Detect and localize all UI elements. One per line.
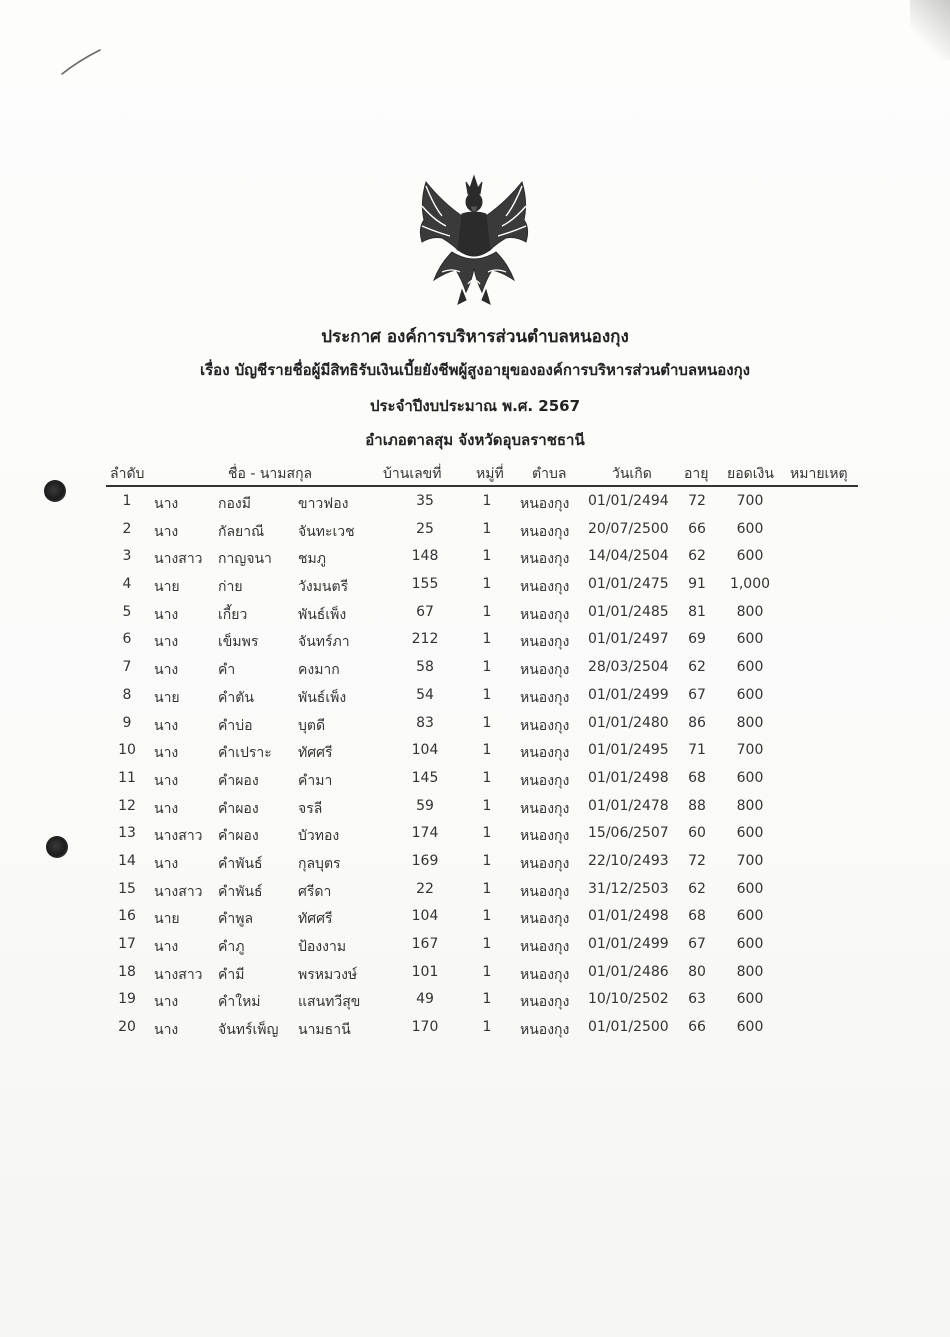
age: 62 <box>688 659 706 676</box>
table-row <box>0 793 950 821</box>
header-age: อายุ <box>684 466 709 482</box>
age: 69 <box>688 631 706 648</box>
last-name: พรหมวงษ์ <box>298 966 358 983</box>
table-row <box>0 710 950 738</box>
birth-date: 01/01/2475 <box>588 576 669 593</box>
table-body <box>0 488 950 1042</box>
house-number: 212 <box>411 631 439 648</box>
birth-date: 01/01/2499 <box>588 686 669 703</box>
table-row <box>0 1014 950 1042</box>
village-number: 1 <box>482 908 492 925</box>
name-prefix: นาย <box>154 689 180 706</box>
village-number: 1 <box>482 603 492 620</box>
birth-date: 01/01/2494 <box>588 493 669 509</box>
name-prefix: นาง <box>154 662 179 679</box>
house-number: 25 <box>416 520 434 537</box>
row-number: 18 <box>118 963 136 980</box>
allowance-amount: 600 <box>736 548 764 565</box>
house-number: 101 <box>411 963 439 980</box>
birth-date: 01/01/2485 <box>588 603 669 620</box>
last-name: ชมภู <box>298 551 326 568</box>
row-number: 12 <box>118 797 136 814</box>
name-prefix: นางสาว <box>154 828 203 845</box>
last-name: ทัศศรี <box>298 911 333 928</box>
house-number: 59 <box>416 797 434 814</box>
name-prefix: นางสาว <box>154 551 203 568</box>
name-prefix: นาย <box>154 579 180 596</box>
age: 66 <box>688 520 706 537</box>
age: 62 <box>688 880 706 897</box>
allowance-amount: 600 <box>736 631 764 648</box>
age: 72 <box>688 493 706 509</box>
allowance-amount: 600 <box>736 659 764 676</box>
name-prefix: นางสาว <box>154 966 203 983</box>
house-number: 54 <box>416 686 434 703</box>
last-name: คงมาก <box>298 662 340 679</box>
age: 68 <box>688 769 706 786</box>
table-row <box>0 599 950 627</box>
name-prefix: นาง <box>154 496 179 512</box>
allowance-amount: 600 <box>736 908 764 925</box>
row-number: 11 <box>118 769 136 786</box>
age: 68 <box>688 908 706 925</box>
birth-date: 01/01/2480 <box>588 714 669 731</box>
table-row <box>0 488 950 516</box>
village-number: 1 <box>482 659 492 676</box>
subdistrict: หนองกุง <box>520 606 570 623</box>
village-number: 1 <box>482 825 492 842</box>
last-name: ขาวฟอง <box>298 496 349 512</box>
subdistrict: หนองกุง <box>520 966 570 983</box>
table-row <box>0 959 950 987</box>
name-prefix: นาย <box>154 911 180 928</box>
age: 63 <box>688 991 706 1008</box>
village-number: 1 <box>482 520 492 537</box>
document-title: ประกาศ องค์การบริหารส่วนตำบลหนองกุง <box>321 327 629 347</box>
subdistrict: หนองกุง <box>520 662 570 679</box>
house-number: 58 <box>416 659 434 676</box>
subdistrict: หนองกุง <box>520 828 570 845</box>
first-name: คำใหม่ <box>218 994 261 1011</box>
village-number: 1 <box>482 714 492 731</box>
birth-date: 31/12/2503 <box>588 880 669 897</box>
first-name: คำผอง <box>218 828 259 845</box>
first-name: คำ <box>218 662 236 679</box>
house-number: 155 <box>411 576 439 593</box>
subdistrict: หนองกุง <box>520 634 570 651</box>
first-name: คำมี <box>218 966 245 983</box>
last-name: กุลบุตร <box>298 855 341 872</box>
first-name: กัลยาณี <box>218 523 265 540</box>
row-number: 2 <box>122 520 132 537</box>
allowance-amount: 1,000 <box>729 576 771 593</box>
district-province: อำเภอตาลสุม จังหวัดอุบลราชธานี <box>365 431 585 449</box>
row-number: 14 <box>118 852 136 869</box>
table-row <box>0 765 950 793</box>
document-subject: เรื่อง บัญชีรายชื่อผู้มีสิทธิรับเงินเบี้ยยังชีพผู้สูงอายุขององค์การบริหารส่วนตำบลหนองกุง <box>200 361 750 379</box>
birth-date: 01/01/2498 <box>588 908 669 925</box>
birth-date: 15/06/2507 <box>588 825 669 842</box>
age: 66 <box>688 1019 706 1036</box>
allowance-amount: 800 <box>736 603 764 620</box>
row-number: 9 <box>122 714 132 731</box>
house-number: 148 <box>411 548 439 565</box>
table-row <box>0 876 950 904</box>
first-name: กองมี <box>218 496 251 512</box>
subdistrict: หนองกุง <box>520 772 570 789</box>
row-number: 15 <box>118 880 136 897</box>
name-prefix: นาง <box>154 994 179 1011</box>
house-number: 49 <box>416 991 434 1008</box>
subdistrict: หนองกุง <box>520 551 570 568</box>
last-name: แสนทวีสุข <box>298 994 361 1011</box>
subdistrict: หนองกุง <box>520 717 570 734</box>
header-rule <box>106 485 858 487</box>
first-name: ก่าย <box>218 579 243 596</box>
table-row <box>0 737 950 765</box>
allowance-amount: 700 <box>736 742 764 759</box>
birth-date: 20/07/2500 <box>588 520 669 537</box>
header-amount: ยอดเงิน <box>727 466 774 482</box>
subdistrict: หนองกุง <box>520 496 570 512</box>
first-name: เข็มพร <box>218 634 259 651</box>
last-name: วังมนตรี <box>298 579 349 596</box>
age: 91 <box>688 576 706 593</box>
house-number: 174 <box>411 825 439 842</box>
subdistrict: หนองกุง <box>520 745 570 762</box>
house-number: 104 <box>411 908 439 925</box>
name-prefix: นาง <box>154 855 179 872</box>
first-name: เกี้ยว <box>218 606 248 623</box>
first-name: คำพันธ์ <box>218 855 263 872</box>
first-name: คำภู <box>218 939 245 955</box>
header-name: ชื่อ - นามสกุล <box>228 466 313 482</box>
village-number: 1 <box>482 493 492 509</box>
first-name: คำพูล <box>218 911 254 928</box>
birth-date: 01/01/2500 <box>588 1019 669 1036</box>
row-number: 20 <box>118 1019 136 1036</box>
house-number: 35 <box>416 493 434 509</box>
subdistrict: หนองกุง <box>520 994 570 1011</box>
table-row <box>0 820 950 848</box>
last-name: นามธานี <box>298 1022 351 1039</box>
village-number: 1 <box>482 880 492 897</box>
allowance-amount: 800 <box>736 714 764 731</box>
table-row <box>0 543 950 571</box>
name-prefix: นาง <box>154 523 179 540</box>
last-name: คำมา <box>298 772 333 789</box>
birth-date: 01/01/2498 <box>588 769 669 786</box>
village-number: 1 <box>482 686 492 703</box>
row-number: 1 <box>122 493 132 509</box>
row-number: 19 <box>118 991 136 1008</box>
name-prefix: นางสาว <box>154 883 203 900</box>
header-house: บ้านเลขที่ <box>383 466 442 482</box>
last-name: พันธ์เพ็ง <box>298 689 347 706</box>
page-corner-shadow <box>910 0 950 60</box>
name-prefix: นาง <box>154 745 179 762</box>
village-number: 1 <box>482 631 492 648</box>
row-number: 17 <box>118 936 136 952</box>
last-name: พันธ์เพ็ง <box>298 606 347 623</box>
allowance-amount: 600 <box>736 991 764 1008</box>
first-name: คำตัน <box>218 689 254 706</box>
row-number: 10 <box>118 742 136 759</box>
pen-mark-icon <box>58 48 106 78</box>
birth-date: 01/01/2499 <box>588 936 669 952</box>
age: 71 <box>688 742 706 759</box>
allowance-amount: 700 <box>736 852 764 869</box>
first-name: คำผอง <box>218 772 259 789</box>
table-row <box>0 848 950 876</box>
row-number: 7 <box>122 659 132 676</box>
row-number: 4 <box>122 576 132 593</box>
village-number: 1 <box>482 1019 492 1036</box>
row-number: 8 <box>122 686 132 703</box>
first-name: จันทร์เพ็ญ <box>218 1022 279 1039</box>
allowance-amount: 600 <box>736 769 764 786</box>
house-number: 169 <box>411 852 439 869</box>
village-number: 1 <box>482 852 492 869</box>
allowance-amount: 800 <box>736 797 764 814</box>
table-row <box>0 654 950 682</box>
garuda-emblem-icon <box>412 172 536 306</box>
house-number: 104 <box>411 742 439 759</box>
age: 86 <box>688 714 706 731</box>
birth-date: 28/03/2504 <box>588 659 669 676</box>
row-number: 13 <box>118 825 136 842</box>
last-name: จันทร์ภา <box>298 634 350 651</box>
house-number: 67 <box>416 603 434 620</box>
header-dob: วันเกิด <box>612 466 652 482</box>
table-row <box>0 931 950 959</box>
subdistrict: หนองกุง <box>520 939 570 955</box>
house-number: 167 <box>411 936 439 952</box>
fiscal-year: ประจำปีงบประมาณ พ.ศ. 2567 <box>369 397 581 415</box>
row-number: 16 <box>118 908 136 925</box>
allowance-amount: 700 <box>736 493 764 509</box>
age: 88 <box>688 797 706 814</box>
subdistrict: หนองกุง <box>520 579 570 596</box>
village-number: 1 <box>482 963 492 980</box>
birth-date: 01/01/2478 <box>588 797 669 814</box>
house-number: 83 <box>416 714 434 731</box>
name-prefix: นาง <box>154 772 179 789</box>
birth-date: 10/10/2502 <box>588 991 669 1008</box>
last-name: ศรีดา <box>298 883 332 900</box>
first-name: คำผอง <box>218 800 259 817</box>
table-row <box>0 571 950 599</box>
last-name: ทัศศรี <box>298 745 333 762</box>
table-row <box>0 516 950 544</box>
row-number: 6 <box>122 631 132 648</box>
village-number: 1 <box>482 576 492 593</box>
house-number: 145 <box>411 769 439 786</box>
last-name: จันทะเวช <box>298 523 355 540</box>
last-name: บุตดี <box>298 717 326 734</box>
row-number: 3 <box>122 548 132 565</box>
name-prefix: นาง <box>154 800 179 817</box>
name-prefix: นาง <box>154 606 179 623</box>
age: 62 <box>688 548 706 565</box>
subdistrict: หนองกุง <box>520 689 570 706</box>
age: 80 <box>688 963 706 980</box>
table-row <box>0 903 950 931</box>
first-name: กาญจนา <box>218 551 272 568</box>
age: 60 <box>688 825 706 842</box>
subdistrict: หนองกุง <box>520 523 570 540</box>
village-number: 1 <box>482 742 492 759</box>
house-number: 22 <box>416 880 434 897</box>
name-prefix: นาง <box>154 939 179 955</box>
subdistrict: หนองกุง <box>520 1022 570 1039</box>
subdistrict: หนองกุง <box>520 883 570 900</box>
subdistrict: หนองกุง <box>520 855 570 872</box>
table-row <box>0 682 950 710</box>
birth-date: 01/01/2497 <box>588 631 669 648</box>
allowance-amount: 600 <box>736 520 764 537</box>
row-number: 5 <box>122 603 132 620</box>
header-note: หมายเหตุ <box>790 466 848 482</box>
table-row <box>0 986 950 1014</box>
last-name: บัวทอง <box>298 828 340 845</box>
age: 67 <box>688 686 706 703</box>
allowance-amount: 600 <box>736 1019 764 1036</box>
birth-date: 01/01/2495 <box>588 742 669 759</box>
first-name: คำบ่อ <box>218 717 253 734</box>
header-moo: หมู่ที่ <box>476 466 504 482</box>
name-prefix: นาง <box>154 634 179 651</box>
first-name: คำเปราะ <box>218 745 272 762</box>
name-prefix: นาง <box>154 717 179 734</box>
age: 72 <box>688 852 706 869</box>
table-row <box>0 626 950 654</box>
subdistrict: หนองกุง <box>520 911 570 928</box>
first-name: คำพันธ์ <box>218 883 263 900</box>
header-no: ลำดับ <box>110 466 145 482</box>
village-number: 1 <box>482 991 492 1008</box>
birth-date: 01/01/2486 <box>588 963 669 980</box>
header-tambon: ตำบล <box>532 466 567 482</box>
village-number: 1 <box>482 797 492 814</box>
age: 67 <box>688 936 706 952</box>
allowance-amount: 800 <box>736 963 764 980</box>
allowance-amount: 600 <box>736 936 764 952</box>
last-name: ป้องงาม <box>298 939 347 955</box>
village-number: 1 <box>482 936 492 952</box>
allowance-amount: 600 <box>736 825 764 842</box>
village-number: 1 <box>482 548 492 565</box>
village-number: 1 <box>482 769 492 786</box>
subdistrict: หนองกุง <box>520 800 570 817</box>
name-prefix: นาง <box>154 1022 179 1039</box>
last-name: จรลี <box>298 800 323 817</box>
house-number: 170 <box>411 1019 439 1036</box>
birth-date: 22/10/2493 <box>588 852 669 869</box>
allowance-amount: 600 <box>736 880 764 897</box>
birth-date: 14/04/2504 <box>588 548 669 565</box>
allowance-amount: 600 <box>736 686 764 703</box>
age: 81 <box>688 603 706 620</box>
